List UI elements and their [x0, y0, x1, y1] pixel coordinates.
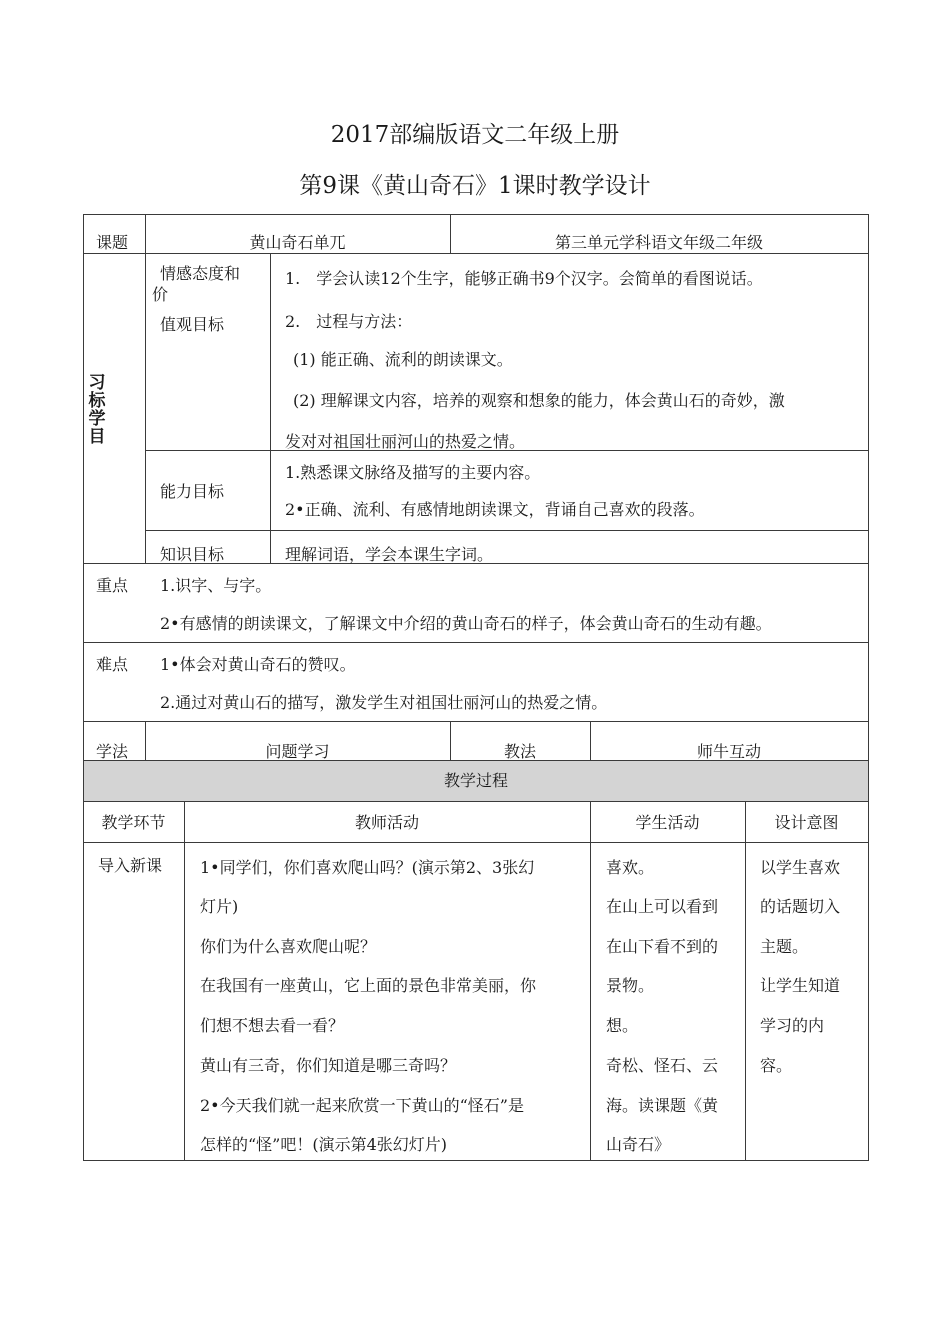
intent-line: 让学生知道 [760, 976, 841, 995]
table-border [83, 642, 869, 643]
student-line: 奇松、怪石、云 [606, 1056, 719, 1075]
intent-line: 的话题切入 [760, 897, 841, 916]
intent-line: 学习的内 [760, 1016, 825, 1035]
emotion-goal-label: 情感态度和 [160, 264, 241, 283]
teacher-line: 灯片) [200, 897, 239, 916]
ability-goal-item: 2•正确、流利、有感情地朗读课文，背诵自己喜欢的段落。 [285, 500, 705, 519]
intent-line: 容。 [760, 1056, 793, 1075]
table-border [83, 842, 869, 843]
topic-label: 课题 [96, 233, 129, 252]
key-point-item: 1.识字、与字。 [160, 576, 272, 595]
column-header-stage: 教学环节 [101, 813, 166, 832]
emotion-goal-item: 1. 学会认读12个生字，能够正确书9个汉字。会简单的看图说话。 [285, 269, 763, 288]
learning-goals-side-label: 习 标 学 目 [88, 373, 106, 447]
teach-method-label: 教法 [503, 742, 536, 761]
key-point-item: 2•有感情的朗读课文，了解课文中介绍的黄山奇石的样子，体会黄山奇石的生动有趣。 [160, 614, 772, 633]
student-line: 想。 [606, 1016, 639, 1035]
knowledge-goal-text: 理解词语，学会本课生字词。 [285, 545, 494, 564]
difficulties-label: 难点 [96, 655, 129, 674]
table-border [83, 214, 869, 215]
process-header: 教学过程 [443, 771, 508, 790]
ability-goal-item: 1.熟悉课文脉络及描写的主要内容。 [285, 463, 541, 482]
emotion-goal-item: 发对对祖国壮丽河山的热爱之情。 [285, 432, 526, 451]
table-border [745, 801, 746, 1160]
learn-method-label: 学法 [96, 742, 129, 761]
teacher-line: 你们为什么喜欢爬山呢？ [200, 937, 377, 956]
difficulty-item: 2.通过对黄山石的描写，激发学生对祖国壮丽河山的热爱之情。 [160, 693, 608, 712]
teacher-line: 2•今天我们就一起来欣赏一下黄山的“怪石”是 [200, 1096, 524, 1115]
emotion-goal-item: (2) 理解课文内容，培养的观察和想象的能力，体会黄山石的奇妙，激 [293, 391, 785, 410]
table-border [83, 801, 869, 802]
table-border [83, 214, 84, 1161]
emotion-goal-item: (1) 能正确、流利的朗读课文。 [293, 350, 513, 369]
document-title-line1: 2017部编版语文二年级上册 [330, 122, 620, 148]
table-border [83, 1160, 869, 1161]
difficulty-item: 1•体会对黄山奇石的赞叹。 [160, 655, 356, 674]
emotion-goal-item: 2. 过程与方法： [285, 312, 413, 331]
column-header-teacher: 教师活动 [354, 813, 419, 832]
knowledge-goal-label: 知识目标 [160, 545, 225, 564]
student-line: 喜欢。 [606, 858, 655, 877]
stage-cell: 导入新课 [98, 856, 163, 875]
table-border [590, 801, 591, 1160]
intent-line: 以学生喜欢 [760, 858, 841, 877]
emotion-goal-label: 价 [152, 285, 169, 304]
student-line: 景物。 [606, 976, 655, 995]
student-line: 山奇石》 [606, 1135, 671, 1154]
teacher-line: 在我国有一座黄山，它上面的景色非常美丽，你 [200, 976, 537, 995]
teacher-line: 1•同学们，你们喜欢爬山吗？(演示第2、3张幻 [200, 858, 535, 877]
student-line: 在山上可以看到 [606, 897, 719, 916]
table-border [83, 253, 869, 254]
table-border [145, 214, 146, 563]
table-border [184, 801, 185, 1160]
student-line: 海。读课题《黄 [606, 1096, 719, 1115]
unit-subject-grade: 第三单元学科语文年级二年级 [554, 233, 763, 252]
topic-value: 黄山奇石单兀 [249, 233, 346, 252]
teacher-line: 们想不想去看一看？ [200, 1016, 345, 1035]
student-line: 在山下看不到的 [606, 937, 719, 956]
learn-method-value: 问题学习 [265, 742, 330, 761]
ability-goal-label: 能力目标 [160, 482, 225, 501]
table-border [83, 721, 869, 722]
table-border [868, 214, 869, 1161]
emotion-goal-label: 值观目标 [160, 315, 225, 334]
teacher-line: 怎样的“怪”吧！(演示第4张幻灯片) [200, 1135, 448, 1154]
document-title-line2: 第9课《黄山奇石》1课时教学设计 [299, 173, 651, 199]
table-border [145, 530, 869, 531]
table-border [270, 253, 271, 563]
column-header-intent: 设计意图 [774, 813, 839, 832]
key-points-label: 重点 [96, 576, 129, 595]
teacher-line: 黄山有三奇，你们知道是哪三奇吗？ [200, 1056, 457, 1075]
teach-method-value: 师牛互动 [696, 742, 761, 761]
column-header-student: 学生活动 [635, 813, 700, 832]
intent-line: 主题。 [760, 937, 809, 956]
